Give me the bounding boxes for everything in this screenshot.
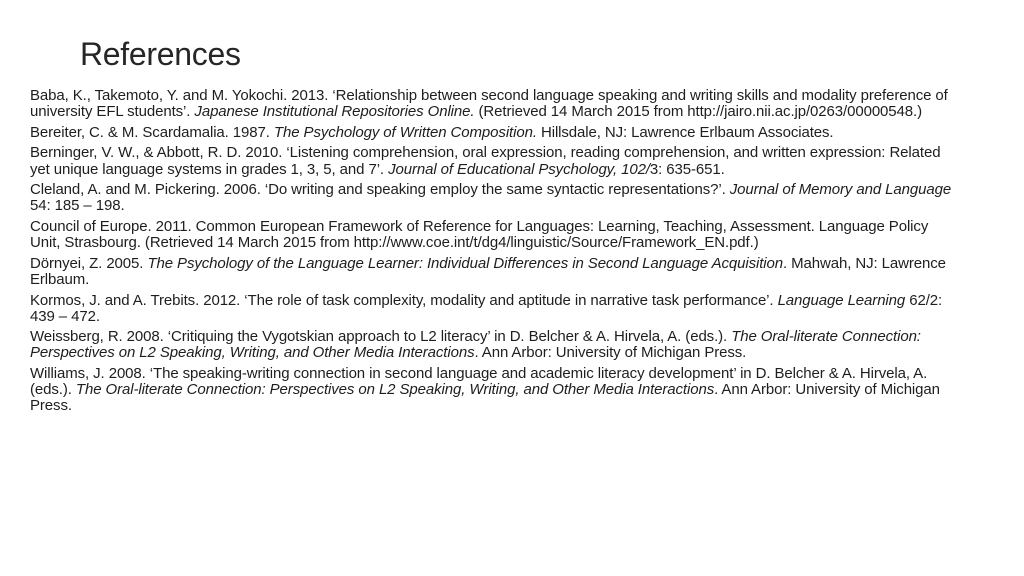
reference-text: . Mahwah, NJ: Lawrence Erlbaum. [30,254,946,288]
reference-text: Baba, K., Takemoto, Y. and M. Yokochi. 2013. ‘Relationship between second language speaking and writing skills and modality preference of university EFL students’. [30,87,948,121]
reference-title: Journal of Memory and Language [729,181,952,199]
reference-text: Council of Europe. 2011. Common European Framework of Reference for Languages: Learning, Teaching, Assessment. Language Policy Unit, Strasbourg. (Retrieved 14 March 2015 from http://www.coe.int/t/dg4/linguistic/Source/Framework_EN.pdf.) [30,218,929,252]
reference-item [30,182,960,214]
reference-title: Language Learning [777,291,906,309]
reference-text: . Ann Arbor: University of Michigan Press. [30,381,940,415]
reference-title: Journal of Educational Psychology, 102/ [388,160,650,178]
reference-title: The Oral-literate Connection: Perspectives on L2 Speaking, Writing, and Other Media Interactions [30,328,921,362]
reference-text: Hillsdale, NJ: Lawrence Erlbaum Associates. [536,123,834,141]
reference-text: Berninger, V. W., & Abbott, R. D. 2010. ‘Listening comprehension, oral expression, reading comprehension, and written expression: Related yet unique language systems in grades 1, 3, 5, and 7’. [30,144,941,178]
reference-item [30,329,960,361]
reference-item [30,293,960,325]
reference-text: Bereiter, C. & M. Scardamalia. 1987. [30,123,274,141]
reference-text: Weissberg, R. 2008. ‘Critiquing the Vygotskian approach to L2 literacy’ in D. Belcher & A. Hirvela, A. (eds.). [30,328,732,346]
reference-title: Japanese Institutional Repositories Online. [194,103,475,121]
reference-text: Williams, J. 2008. ‘The speaking-writing connection in second language and academic literacy development’ in D. Belcher & A. Hirvela, A. (eds.). [30,365,928,399]
reference-text: Dörnyei, Z. 2005. [30,254,148,272]
reference-title: The Oral-literate Connection: Perspectives on L2 Speaking, Writing, and Other Media Interactions [75,381,715,399]
reference-item [30,145,960,177]
reference-text: 3: 635-651. [649,160,725,178]
reference-item [30,88,960,120]
reference-text: Kormos, J. and A. Trebits. 2012. ‘The role of task complexity, modality and aptitude in narrative task performance’. [30,291,778,309]
reference-item [30,366,960,414]
reference-text: 62/2: 439 – 472. [30,291,943,325]
reference-item [30,256,960,288]
reference-item [30,125,960,141]
reference-text: . Ann Arbor: University of Michigan Press. [474,344,747,362]
reference-text: (Retrieved 14 March 2015 from http://jairo.nii.ac.jp/0263/00000548.) [474,103,922,121]
reference-list [30,88,960,419]
reference-title: The Psychology of Written Composition. [273,123,537,141]
page-title: References [80,36,241,72]
reference-text: 54: 185 – 198. [30,197,125,215]
reference-item [30,219,960,251]
reference-title: The Psychology of the Language Learner: Individual Differences in Second Language Acquisition [147,254,784,272]
reference-text: Cleland, A. and M. Pickering. 2006. ‘Do writing and speaking employ the same syntactic representations?’. [30,181,730,199]
